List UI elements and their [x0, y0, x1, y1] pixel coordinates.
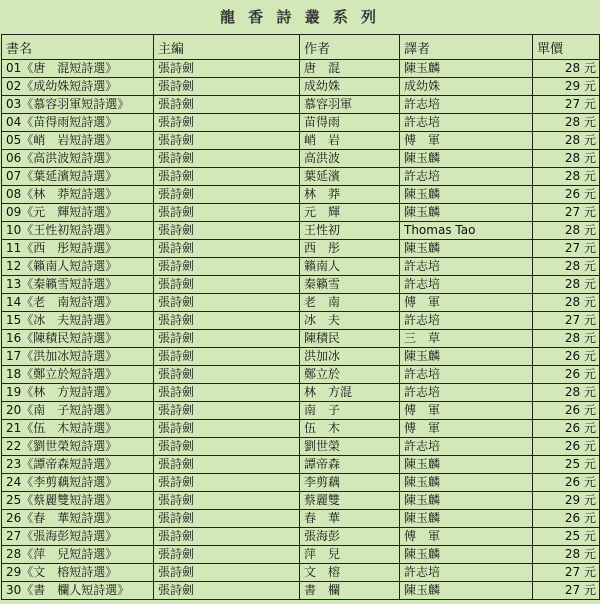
cell-author[interactable]: 書 欄	[300, 582, 400, 600]
cell-price[interactable]: 29 元	[533, 492, 600, 510]
series-title: 龍 香 詩 叢 系 列	[219, 8, 381, 26]
cell-price[interactable]: 26 元	[533, 438, 600, 456]
table-row	[2, 546, 600, 564]
cell-editor[interactable]: 張詩劍	[154, 168, 300, 186]
table-row	[2, 186, 600, 204]
cell-author[interactable]: 冰 夫	[300, 312, 400, 330]
cell-price[interactable]: 28 元	[533, 168, 600, 186]
cell-author[interactable]: 西 彤	[300, 240, 400, 258]
cell-editor[interactable]: 張詩劍	[154, 186, 300, 204]
cell-editor[interactable]: 張詩劍	[154, 78, 300, 96]
cell-price[interactable]: 27 元	[533, 240, 600, 258]
table-row	[2, 582, 600, 600]
cell-translator[interactable]: 許志培	[400, 276, 533, 294]
cell-book-name[interactable]: 24《李剪藕短詩選》	[2, 474, 154, 492]
cell-editor[interactable]: 張詩劍	[154, 294, 300, 312]
cell-translator[interactable]: 傅 軍	[400, 420, 533, 438]
cell-author[interactable]: 萍 兒	[300, 546, 400, 564]
cell-author[interactable]: 洪加冰	[300, 348, 400, 366]
cell-translator[interactable]: 許志培	[400, 366, 533, 384]
cell-author[interactable]: 高洪波	[300, 150, 400, 168]
cell-author[interactable]: 老 南	[300, 294, 400, 312]
cell-translator[interactable]: 許志培	[400, 564, 533, 582]
cell-editor[interactable]: 張詩劍	[154, 474, 300, 492]
table-row	[2, 222, 600, 240]
cell-book-name[interactable]: 11《西 彤短詩選》	[2, 240, 154, 258]
cell-price[interactable]: 26 元	[533, 402, 600, 420]
table-row	[2, 258, 600, 276]
header-row	[2, 35, 600, 60]
table-row	[2, 456, 600, 474]
cell-book-name[interactable]: 06《高洪波短詩選》	[2, 150, 154, 168]
cell-translator[interactable]: 陳玉麟	[400, 546, 533, 564]
cell-book-name[interactable]: 26《春 華短詩選》	[2, 510, 154, 528]
cell-editor[interactable]: 張詩劍	[154, 528, 300, 546]
cell-translator[interactable]: 傅 軍	[400, 402, 533, 420]
cell-book-name[interactable]: 28《萍 兒短詩選》	[2, 546, 154, 564]
table-row	[2, 96, 600, 114]
cell-book-name[interactable]: 10《王性初短詩選》	[2, 222, 154, 240]
cell-price[interactable]: 26 元	[533, 366, 600, 384]
table-row	[2, 78, 600, 96]
header-translator[interactable]: 譯者	[400, 35, 533, 60]
cell-author[interactable]: 李剪藕	[300, 474, 400, 492]
cell-book-name[interactable]: 03《慕容羽軍短詩選》	[2, 96, 154, 114]
cell-author[interactable]: 伍 木	[300, 420, 400, 438]
cell-book-name[interactable]: 14《老 南短詩選》	[2, 294, 154, 312]
cell-editor[interactable]: 張詩劍	[154, 384, 300, 402]
header-author[interactable]: 作者	[300, 35, 400, 60]
cell-editor[interactable]: 張詩劍	[154, 366, 300, 384]
cell-editor[interactable]: 張詩劍	[154, 240, 300, 258]
table-row	[2, 510, 600, 528]
cell-editor[interactable]: 張詩劍	[154, 258, 300, 276]
cell-price[interactable]: 25 元	[533, 456, 600, 474]
cell-book-name[interactable]: 13《秦籟雪短詩選》	[2, 276, 154, 294]
cell-author[interactable]: 苗得雨	[300, 114, 400, 132]
cell-book-name[interactable]: 21《伍 木短詩選》	[2, 420, 154, 438]
cell-price[interactable]: 27 元	[533, 96, 600, 114]
cell-book-name[interactable]: 07《葉延濱短詩選》	[2, 168, 154, 186]
cell-price[interactable]: 27 元	[533, 582, 600, 600]
cell-price[interactable]: 28 元	[533, 150, 600, 168]
cell-author[interactable]: 慕容羽軍	[300, 96, 400, 114]
table-body	[2, 60, 600, 600]
cell-editor[interactable]: 張詩劍	[154, 330, 300, 348]
cell-author[interactable]: 蔡麗雙	[300, 492, 400, 510]
cell-translator[interactable]: 傅 軍	[400, 294, 533, 312]
table-row	[2, 150, 600, 168]
cell-author[interactable]: 劉世榮	[300, 438, 400, 456]
table-row	[2, 528, 600, 546]
cell-price[interactable]: 27 元	[533, 204, 600, 222]
header-editor[interactable]: 主編	[154, 35, 300, 60]
cell-book-name[interactable]: 08《林 莽短詩選》	[2, 186, 154, 204]
cell-editor[interactable]: 張詩劍	[154, 276, 300, 294]
cell-price[interactable]: 29 元	[533, 78, 600, 96]
cell-author[interactable]: 峭 岩	[300, 132, 400, 150]
cell-editor[interactable]: 張詩劍	[154, 222, 300, 240]
table-row	[2, 168, 600, 186]
cell-editor[interactable]: 張詩劍	[154, 510, 300, 528]
header-book-name[interactable]: 書名	[2, 35, 154, 60]
cell-book-name[interactable]: 02《成幼姝短詩選》	[2, 78, 154, 96]
table-row	[2, 384, 600, 402]
cell-author[interactable]: 南 子	[300, 402, 400, 420]
table-row	[2, 312, 600, 330]
cell-translator[interactable]: 傅 軍	[400, 132, 533, 150]
cell-translator[interactable]: 許志培	[400, 384, 533, 402]
cell-price[interactable]: 28 元	[533, 546, 600, 564]
cell-book-name[interactable]: 04《苗得雨短詩選》	[2, 114, 154, 132]
cell-editor[interactable]: 張詩劍	[154, 564, 300, 582]
cell-author[interactable]: 成幼姝	[300, 78, 400, 96]
cell-author[interactable]: 文 榕	[300, 564, 400, 582]
cell-translator[interactable]: Thomas Tao	[400, 222, 533, 240]
cell-author[interactable]: 春 華	[300, 510, 400, 528]
cell-price[interactable]: 27 元	[533, 312, 600, 330]
table-row	[2, 420, 600, 438]
cell-editor[interactable]: 張詩劍	[154, 312, 300, 330]
cell-translator[interactable]: 許志培	[400, 312, 533, 330]
cell-author[interactable]: 籟南人	[300, 258, 400, 276]
table-row	[2, 474, 600, 492]
cell-price[interactable]: 28 元	[533, 384, 600, 402]
cell-book-name[interactable]: 30《書 欄人短詩選》	[2, 582, 154, 600]
cell-author[interactable]: 唐 混	[300, 60, 400, 78]
cell-translator[interactable]: 成幼姝	[400, 78, 533, 96]
cell-editor[interactable]: 張詩劍	[154, 150, 300, 168]
cell-author[interactable]: 張海彭	[300, 528, 400, 546]
cell-editor[interactable]: 張詩劍	[154, 582, 300, 600]
table-row	[2, 492, 600, 510]
cell-translator[interactable]: 陳玉麟	[400, 492, 533, 510]
cell-editor[interactable]: 張詩劍	[154, 114, 300, 132]
header-price[interactable]: 單價	[533, 35, 600, 60]
cell-author[interactable]: 秦籟雪	[300, 276, 400, 294]
cell-book-name[interactable]: 22《劉世榮短詩選》	[2, 438, 154, 456]
cell-author[interactable]: 王性初	[300, 222, 400, 240]
cell-price[interactable]: 28 元	[533, 276, 600, 294]
cell-book-name[interactable]: 19《林 方短詩選》	[2, 384, 154, 402]
cell-author[interactable]: 元 輝	[300, 204, 400, 222]
cell-price[interactable]: 28 元	[533, 114, 600, 132]
cell-book-name[interactable]: 18《鄭立於短詩選》	[2, 366, 154, 384]
cell-translator[interactable]: 許志培	[400, 96, 533, 114]
cell-author[interactable]: 林 方混	[300, 384, 400, 402]
cell-editor[interactable]: 張詩劍	[154, 132, 300, 150]
cell-book-name[interactable]: 05《峭 岩短詩選》	[2, 132, 154, 150]
cell-translator[interactable]: 陳玉麟	[400, 474, 533, 492]
cell-translator[interactable]: 三 草	[400, 330, 533, 348]
cell-editor[interactable]: 張詩劍	[154, 204, 300, 222]
cell-editor[interactable]: 張詩劍	[154, 348, 300, 366]
cell-book-name[interactable]: 15《冰 夫短詩選》	[2, 312, 154, 330]
cell-price[interactable]: 28 元	[533, 132, 600, 150]
cell-translator[interactable]: 許志培	[400, 168, 533, 186]
table-row	[2, 348, 600, 366]
cell-translator[interactable]: 許志培	[400, 114, 533, 132]
book-list-table	[1, 34, 600, 600]
cell-book-name[interactable]: 17《洪加冰短詩選》	[2, 348, 154, 366]
table-row	[2, 294, 600, 312]
cell-book-name[interactable]: 27《張海彭短詩選》	[2, 528, 154, 546]
cell-price[interactable]: 28 元	[533, 258, 600, 276]
cell-translator[interactable]: 許志培	[400, 258, 533, 276]
cell-author[interactable]: 譚帝森	[300, 456, 400, 474]
cell-editor[interactable]: 張詩劍	[154, 420, 300, 438]
cell-translator[interactable]: 許志培	[400, 438, 533, 456]
cell-translator[interactable]: 傅 軍	[400, 528, 533, 546]
cell-price[interactable]: 25 元	[533, 528, 600, 546]
cell-translator[interactable]: 陳玉麟	[400, 240, 533, 258]
cell-price[interactable]: 28 元	[533, 294, 600, 312]
cell-book-name[interactable]: 01《唐 混短詩選》	[2, 60, 154, 78]
table-row	[2, 60, 600, 78]
cell-book-name[interactable]: 23《譚帝森短詩選》	[2, 456, 154, 474]
cell-book-name[interactable]: 20《南 子短詩選》	[2, 402, 154, 420]
cell-translator[interactable]: 陳玉麟	[400, 186, 533, 204]
cell-price[interactable]: 26 元	[533, 474, 600, 492]
table-row	[2, 276, 600, 294]
table-row	[2, 564, 600, 582]
cell-book-name[interactable]: 25《蔡麗雙短詩選》	[2, 492, 154, 510]
cell-translator[interactable]: 陳玉麟	[400, 582, 533, 600]
cell-price[interactable]: 27 元	[533, 564, 600, 582]
cell-price[interactable]: 26 元	[533, 348, 600, 366]
cell-book-name[interactable]: 12《籟南人短詩選》	[2, 258, 154, 276]
cell-book-name[interactable]: 29《文 榕短詩選》	[2, 564, 154, 582]
cell-price[interactable]: 26 元	[533, 186, 600, 204]
cell-price[interactable]: 26 元	[533, 420, 600, 438]
cell-editor[interactable]: 張詩劍	[154, 546, 300, 564]
cell-translator[interactable]: 陳玉麟	[400, 510, 533, 528]
cell-editor[interactable]: 張詩劍	[154, 456, 300, 474]
cell-price[interactable]: 26 元	[533, 510, 600, 528]
cell-translator[interactable]: 陳玉麟	[400, 456, 533, 474]
cell-author[interactable]: 陳積民	[300, 330, 400, 348]
table-row	[2, 366, 600, 384]
cell-translator[interactable]: 陳玉麟	[400, 150, 533, 168]
cell-editor[interactable]: 張詩劍	[154, 96, 300, 114]
cell-price[interactable]: 28 元	[533, 222, 600, 240]
cell-author[interactable]: 鄭立於	[300, 366, 400, 384]
cell-editor[interactable]: 張詩劍	[154, 60, 300, 78]
cell-book-name[interactable]: 09《元 輝短詩選》	[2, 204, 154, 222]
cell-translator[interactable]: 陳玉麟	[400, 60, 533, 78]
table-row	[2, 240, 600, 258]
table-row	[2, 438, 600, 456]
cell-editor[interactable]: 張詩劍	[154, 492, 300, 510]
table-row	[2, 330, 600, 348]
table-row	[2, 204, 600, 222]
cell-editor[interactable]: 張詩劍	[154, 438, 300, 456]
cell-author[interactable]: 林 莽	[300, 186, 400, 204]
cell-price[interactable]: 28 元	[533, 330, 600, 348]
cell-editor[interactable]: 張詩劍	[154, 402, 300, 420]
cell-book-name[interactable]: 16《陳積民短詩選》	[2, 330, 154, 348]
table-row	[2, 132, 600, 150]
cell-price[interactable]: 28 元	[533, 60, 600, 78]
table-row	[2, 114, 600, 132]
cell-translator[interactable]: 陳玉麟	[400, 204, 533, 222]
cell-translator[interactable]: 陳玉麟	[400, 348, 533, 366]
cell-author[interactable]: 葉延濱	[300, 168, 400, 186]
table-row	[2, 402, 600, 420]
